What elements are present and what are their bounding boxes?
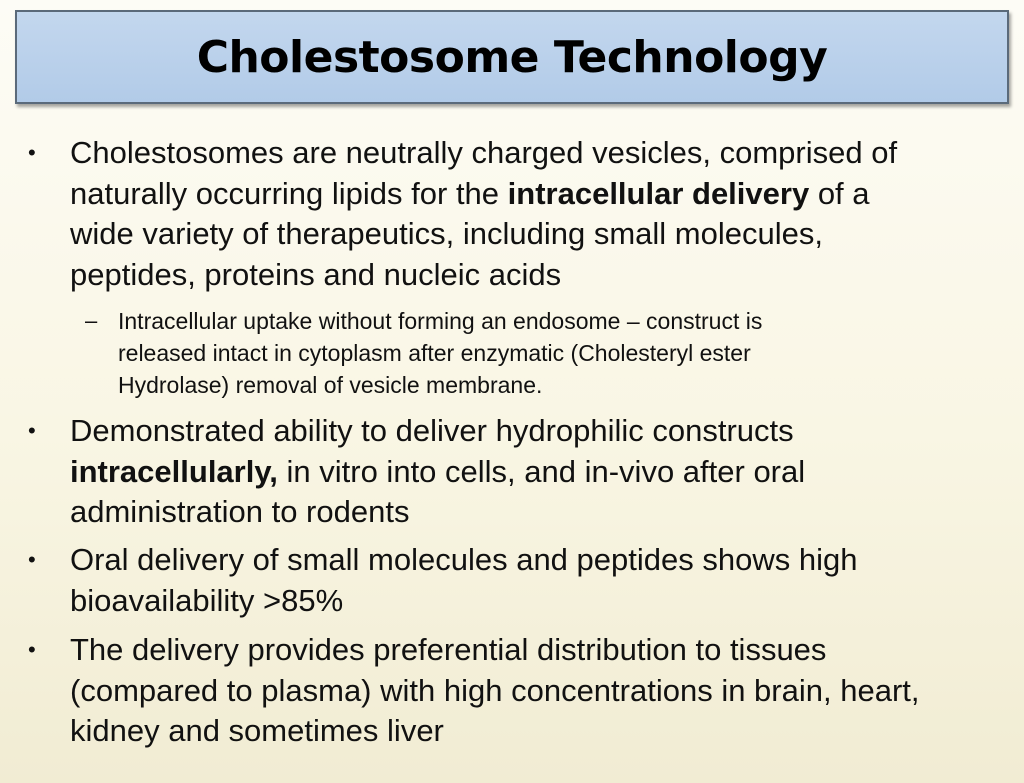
title-box <box>15 10 1009 104</box>
bullet-line <box>70 711 1010 752</box>
text-run: bioavailability >85% <box>70 582 344 618</box>
bold-text: intracellular delivery <box>507 175 810 211</box>
text-run: of a <box>809 175 870 211</box>
bold-text: intracellularly, <box>70 453 278 489</box>
bullet-4-text <box>70 630 1010 752</box>
bullet-line <box>70 540 1010 581</box>
text-run: Oral delivery of small molecules and peptides shows high <box>70 542 858 577</box>
text-run: naturally occurring lipids for the <box>70 175 508 211</box>
bullet-line <box>70 671 1010 712</box>
sub-bullet-line: released intact in cytoplasm after enzymatic (Cholesteryl ester <box>118 340 751 366</box>
text-run: (compared to plasma) with high concentrations in brain, heart, <box>70 672 920 708</box>
bullet-marker: • <box>28 547 36 572</box>
text-run: peptides, proteins and nucleic acids <box>70 256 562 292</box>
bullet-line <box>70 174 1010 215</box>
bullet-3-text <box>70 540 1010 621</box>
sub-bullet-line: Hydrolase) removal of vesicle membrane. <box>118 372 543 398</box>
bullet-line <box>70 452 1010 493</box>
text-run: Cholestosomes are neutrally charged vesicles, comprised of <box>70 135 898 170</box>
text-run: administration to rodents <box>70 494 410 529</box>
sub-bullet-1-text <box>118 305 998 401</box>
bullet-marker: • <box>28 637 36 662</box>
text-run: Demonstrated ability to deliver hydrophilic constructs <box>70 413 794 448</box>
text-run: The delivery provides preferential distribution to tissues <box>70 632 827 667</box>
bullet-2-text <box>70 411 1010 533</box>
text-run: in vitro into cells, and in-vivo after oral <box>277 453 806 489</box>
bullet-line <box>70 214 1010 255</box>
bullet-line <box>70 630 1010 671</box>
bullet-line <box>70 581 1010 622</box>
text-run: wide variety of therapeutics, including small molecules, <box>70 216 823 251</box>
bullet-line <box>70 492 1010 533</box>
slide-title: Cholestosome Technology <box>196 31 828 83</box>
bullet-marker: • <box>28 418 36 443</box>
bullet-line <box>70 255 1010 296</box>
bullet-1-text <box>70 133 1010 295</box>
sub-bullet-marker: – <box>85 308 98 333</box>
bullet-line <box>70 133 1010 174</box>
text-run: kidney and sometimes liver <box>70 713 444 748</box>
sub-bullet-line: Intracellular uptake without forming an endosome – construct is <box>118 308 763 334</box>
bullet-marker: • <box>28 140 36 165</box>
bullet-line <box>70 411 1010 452</box>
